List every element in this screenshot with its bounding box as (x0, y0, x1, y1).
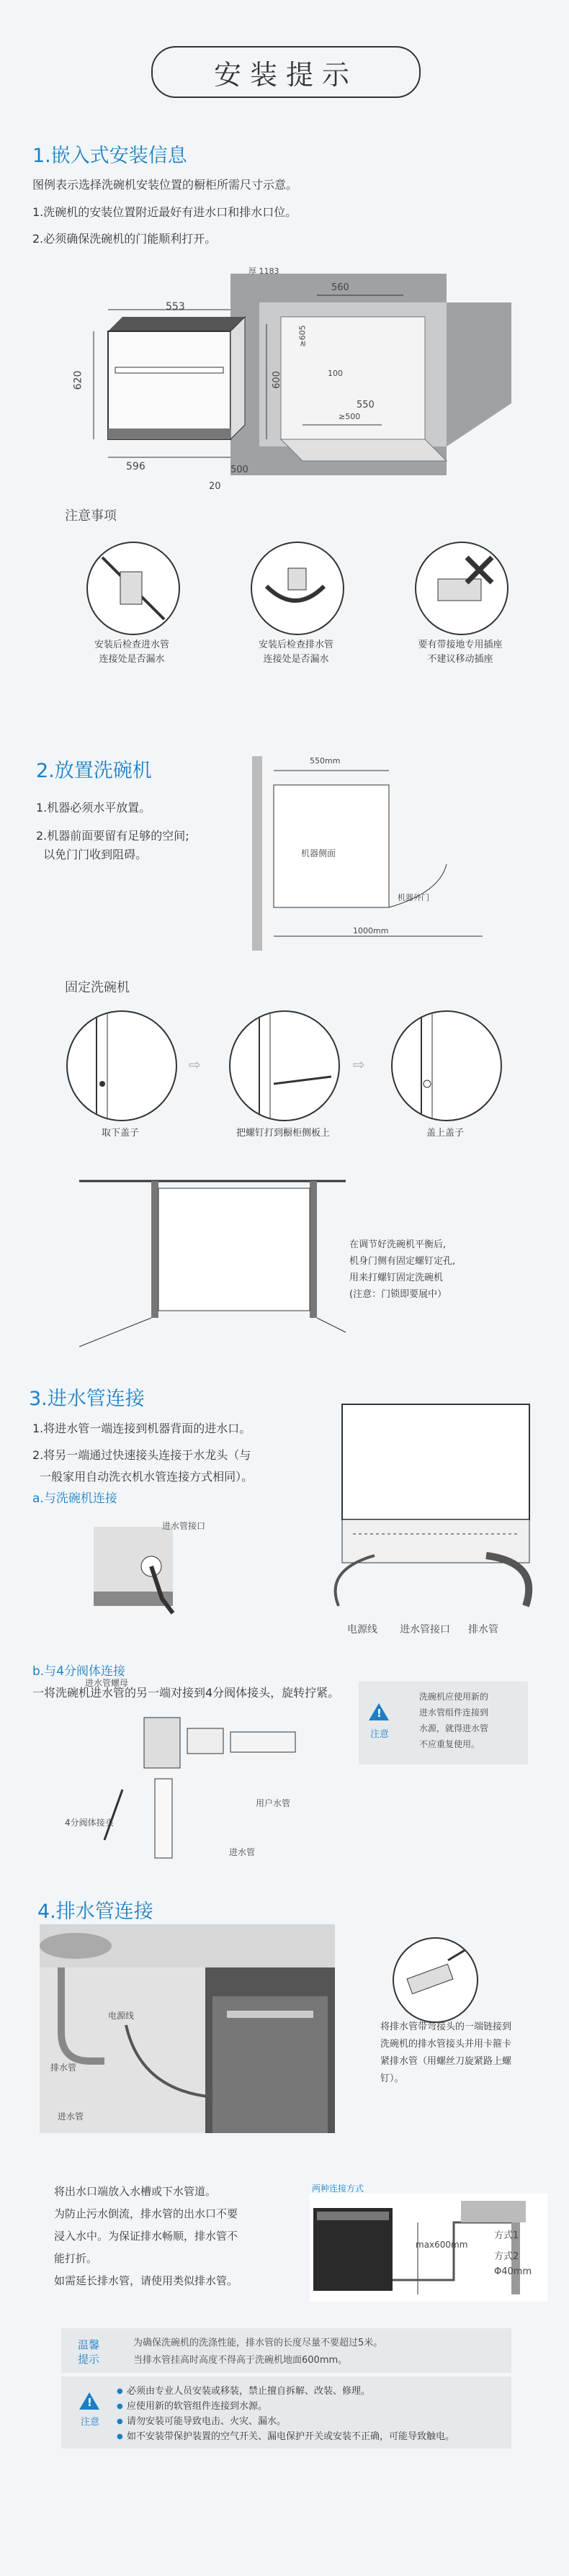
power-label: 电源线 (347, 1624, 377, 1635)
warning-icon (369, 1703, 389, 1720)
caution-item: ● 请勿安装可能导致电击、火灾、漏水。 (117, 2414, 454, 2429)
fix-heading: 固定洗碗机 (65, 980, 130, 995)
section1-heading: 1.嵌入式安装信息 (32, 145, 187, 167)
placement-side-label: 机器侧面 (301, 848, 336, 858)
dim-500: 500 (230, 465, 248, 475)
inlet-pipe-label: 进水管 (229, 1847, 256, 1857)
caution-list (117, 2384, 454, 2444)
tip-text: 为确保洗碗机的洗涤性能，排水管的长度尽量不要超过5米。 当排水管挂高时高度不得高于洗碗机地面600mm。 (133, 2338, 383, 2366)
dim-596: 596 (126, 461, 145, 472)
method-1-label: 方式1 (494, 2230, 519, 2241)
inlet-label: 进水管接口 (162, 1521, 206, 1531)
fix-caption-1: 取下盖子 (101, 1128, 139, 1139)
dim-620: 620 (72, 370, 84, 390)
warning-label: 注意 (370, 1729, 390, 1740)
placement-top-label: 550mm (310, 756, 341, 766)
dim-thick: 厚 1183 (248, 266, 279, 276)
notes-heading: 注意事项 (65, 508, 117, 524)
section2-line-2: 2.机器前面要留有足够的空间; 以免门门收到阻碍。 (36, 829, 189, 861)
arrow-icon: ⇨ (353, 1056, 365, 1073)
caution-icon (79, 2392, 99, 2410)
valve-label: 4分阀体接头 (65, 1818, 114, 1828)
cabinet-fix-diagram (79, 1174, 346, 1347)
fix-circle-3 (391, 1010, 502, 1121)
section3-sub-a: a.与洗碗机连接 (32, 1491, 117, 1506)
caution-item: ● 必须由专业人员安装或移装，禁止擅自拆解、改装、修理。 (117, 2384, 454, 2399)
section3-line-1: 1.将进水管一端连接到机器背面的进水口。 (32, 1422, 251, 1435)
note-circle-2 (251, 542, 344, 635)
placement-bottom-label: 1000mm (353, 926, 389, 935)
user-pipe-label: 用户水管 (256, 1798, 291, 1808)
section2-line-1: 1.机器必须水平放置。 (36, 801, 151, 814)
inlet2-label: 进水管接口 (400, 1624, 450, 1635)
section3-sub-b: b.与4分阀体连接 (32, 1664, 126, 1679)
section2-heading: 2.放置洗碗机 (36, 760, 152, 782)
inlet-nut-label: 进水管螺母 (85, 1678, 129, 1688)
section4-heading: 4.排水管连接 (37, 1900, 153, 1923)
caution-item: ● 应使用新的软管组件连接到水源。 (117, 2399, 454, 2414)
dim-100: 100 (328, 369, 343, 378)
drain-clamp-circle (393, 1937, 478, 2023)
machine-back-diagram (310, 1390, 547, 1635)
diameter-label: Φ40mm (494, 2266, 532, 2277)
section1-line-3: 2.必须确保洗碗机的门能顺利打开。 (32, 232, 217, 246)
caution-label: 注意 (81, 2417, 100, 2428)
section3-line-2: 2.将另一端通过快速接头连接于水龙头（与 一般家用自动洗衣机水管连接方式相同）。 (32, 1448, 254, 1484)
dim-550: 550 (357, 400, 375, 410)
tip-label: 温馨 提示 (78, 2338, 100, 2366)
section3-heading: 3.进水管连接 (29, 1388, 145, 1410)
page-title: 安装提示 (151, 46, 421, 98)
section4-left-text: 将出水口端放入水槽或下水管道。 为防止污水倒流，排水管的出水口不要 浸入水中。为保证排水畅顺，排水管不 能打折。 如需延长排水管，请使用类似排水管。 (54, 2185, 238, 2287)
dim-560: 560 (331, 282, 349, 293)
method-2-label: 方式2 (494, 2251, 519, 2262)
power-label-4: 电源线 (108, 2011, 135, 2021)
section3-line-b: 一将洗碗机进水管的另一端对接到4分阀体接头，旋转拧紧。 (32, 1686, 340, 1700)
fix-caption-2: 把螺钉打到橱柜侧板上 (236, 1128, 330, 1139)
drain-label-4: 排水管 (50, 2063, 77, 2073)
max-height-label: max600mm (416, 2240, 468, 2250)
sink-drain-diagram (40, 1924, 335, 2133)
dim-600: 600 (271, 371, 282, 389)
two-methods-label: 两种连接方式 (312, 2184, 364, 2194)
fix-note: 在调节好洗碗机平衡后, 机身门侧有固定螺钉定孔, 用来打螺钉固定洗碗机 (注意：门锁即要展中） (349, 1239, 456, 1300)
placement-door-label: 机器外门 (398, 893, 429, 902)
dim-553: 553 (166, 301, 185, 313)
dim-20: 20 (209, 481, 221, 492)
inlet-label-4: 进水管 (58, 2111, 84, 2122)
note-circle-3 (415, 542, 508, 635)
fix-circle-2 (229, 1010, 340, 1121)
inlet-connection-diagram (94, 1527, 238, 1649)
caution-item: ● 如不安装带保护装置的空气开关、漏电保护开关或安装不正确，可能导致触电。 (117, 2429, 454, 2444)
dim-500b: ≥500 (339, 412, 361, 421)
section1-line-1: 图例表示选择洗碗机安装位置的橱柜所需尺寸示意。 (32, 178, 298, 192)
fix-circle-1 (66, 1010, 177, 1121)
dim-605: ≥605 (297, 325, 308, 347)
note-caption-3: 要有带接地专用插座 不建议移动插座 (418, 639, 503, 665)
warning-text: 洗碗机应使用新的 进水管组件连接到 水源，就得进水管 不应重复使用。 (419, 1692, 489, 1749)
fix-caption-3: 盖上盖子 (426, 1128, 464, 1139)
section1-line-2: 1.洗碗机的安装位置附近最好有进水口和排水口位。 (32, 205, 297, 219)
section4-right-note: 将排水管带弯接头的一端链接到 洗碗机的排水管接头并用卡箍卡 紧排水管（用螺丝刀旋紧路上螺 钉）。 (380, 2021, 512, 2084)
note-circle-1 (86, 542, 180, 635)
note-caption-2: 安装后检查排水管 连接处是否漏水 (258, 639, 333, 665)
drain-label: 排水管 (468, 1624, 498, 1635)
cabinet-dimension-diagram (43, 259, 533, 490)
note-caption-1: 安装后检查进水管 连接处是否漏水 (94, 639, 169, 665)
arrow-icon: ⇨ (189, 1056, 201, 1073)
